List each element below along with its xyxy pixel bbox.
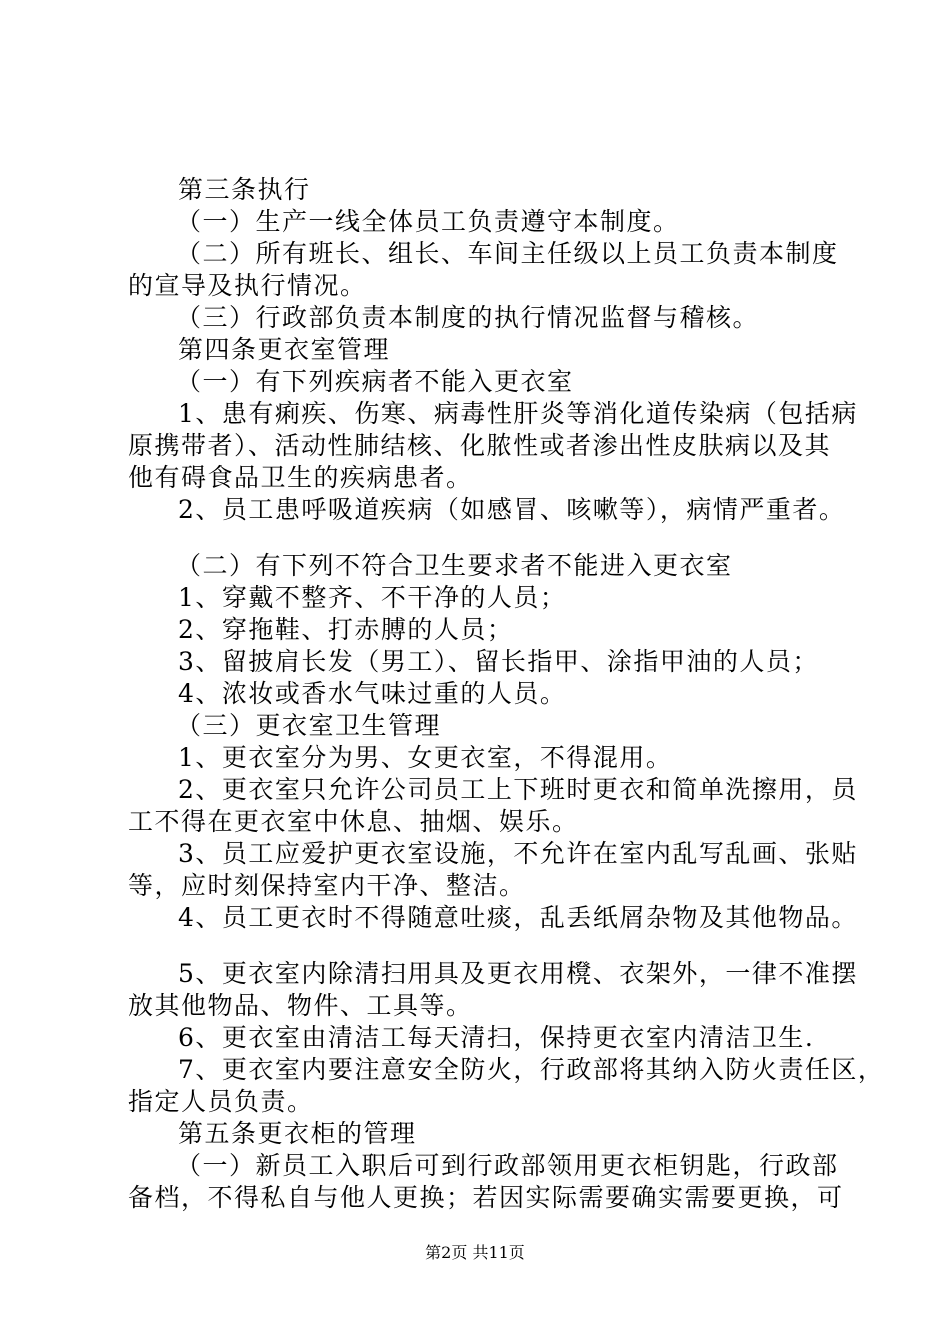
- text-line: 2、更衣室只允许公司员工上下班时更衣和简单洗擦用，员: [178, 775, 858, 804]
- text-line: 3、留披肩长发（男工）、留长指甲、涂指甲油的人员；: [178, 647, 819, 676]
- text-line: 的宣导及执行情况。: [128, 271, 367, 300]
- text-line: （三）行政部负责本制度的执行情况监督与稽核。: [176, 303, 760, 332]
- text-line: 指定人员负责。: [128, 1087, 314, 1116]
- text-line: 1、更衣室分为男、女更衣室，不得混用。: [178, 743, 673, 772]
- article-heading: 第四条更衣室管理: [178, 335, 391, 364]
- text-line: 5、更衣室内除清扫用具及更衣用櫈、衣架外，一律不准摆: [178, 959, 858, 988]
- text-line: 2、穿拖鞋、打赤膊的人员；: [178, 615, 514, 644]
- text-line: 4、员工更衣时不得随意吐痰，乱丢纸屑杂物及其他物品。: [178, 903, 858, 932]
- text-line: （二）所有班长、组长、车间主任级以上员工负责本制度: [176, 239, 839, 268]
- text-line: （一）新员工入职后可到行政部领用更衣柜钥匙，行政部: [176, 1151, 839, 1180]
- text-line: 7、更衣室内要注意安全防火，行政部将其纳入防火责任区，: [178, 1055, 885, 1084]
- article-heading: 第三条执行: [178, 175, 311, 204]
- text-line: 2、员工患呼吸道疾病（如感冒、咳嗽等），病情严重者。: [178, 495, 846, 524]
- text-line: 4、浓妆或香水气味过重的人员。: [178, 679, 567, 708]
- text-line: （一）有下列疾病者不能入更衣室: [176, 367, 574, 396]
- text-line: 等，应时刻保持室内干净、整洁。: [128, 871, 526, 900]
- text-line: （二）有下列不符合卫生要求者不能进入更衣室: [176, 551, 733, 580]
- text-line: 原携带者）、活动性肺结核、化脓性或者渗出性皮肤病以及其: [128, 431, 832, 460]
- text-line: 备档，不得私自与他人更换；若因实际需要确实需要更换，可: [128, 1183, 844, 1212]
- text-line: 6、更衣室由清洁工每天清扫，保持更衣室内清洁卫生.: [178, 1023, 815, 1052]
- text-line: 放其他物品、物件、工具等。: [128, 991, 473, 1020]
- article-heading: 第五条更衣柜的管理: [178, 1119, 417, 1148]
- text-line: 1、穿戴不整齐、不干净的人员；: [178, 583, 567, 612]
- text-line: 1、患有痢疾、伤寒、病毒性肝炎等消化道传染病（包括病: [178, 399, 858, 428]
- text-line: （一）生产一线全体员工负责遵守本制度。: [176, 207, 680, 236]
- text-line: 他有碍食品卫生的疾病患者。: [128, 463, 473, 492]
- text-line: 工不得在更衣室中休息、抽烟、娱乐。: [128, 807, 579, 836]
- page-footer: 第2页 共11页: [425, 1243, 525, 1262]
- text-line: （三）更衣室卫生管理: [176, 711, 442, 740]
- text-line: 3、员工应爱护更衣室设施，不允许在室内乱写乱画、张贴: [178, 839, 858, 868]
